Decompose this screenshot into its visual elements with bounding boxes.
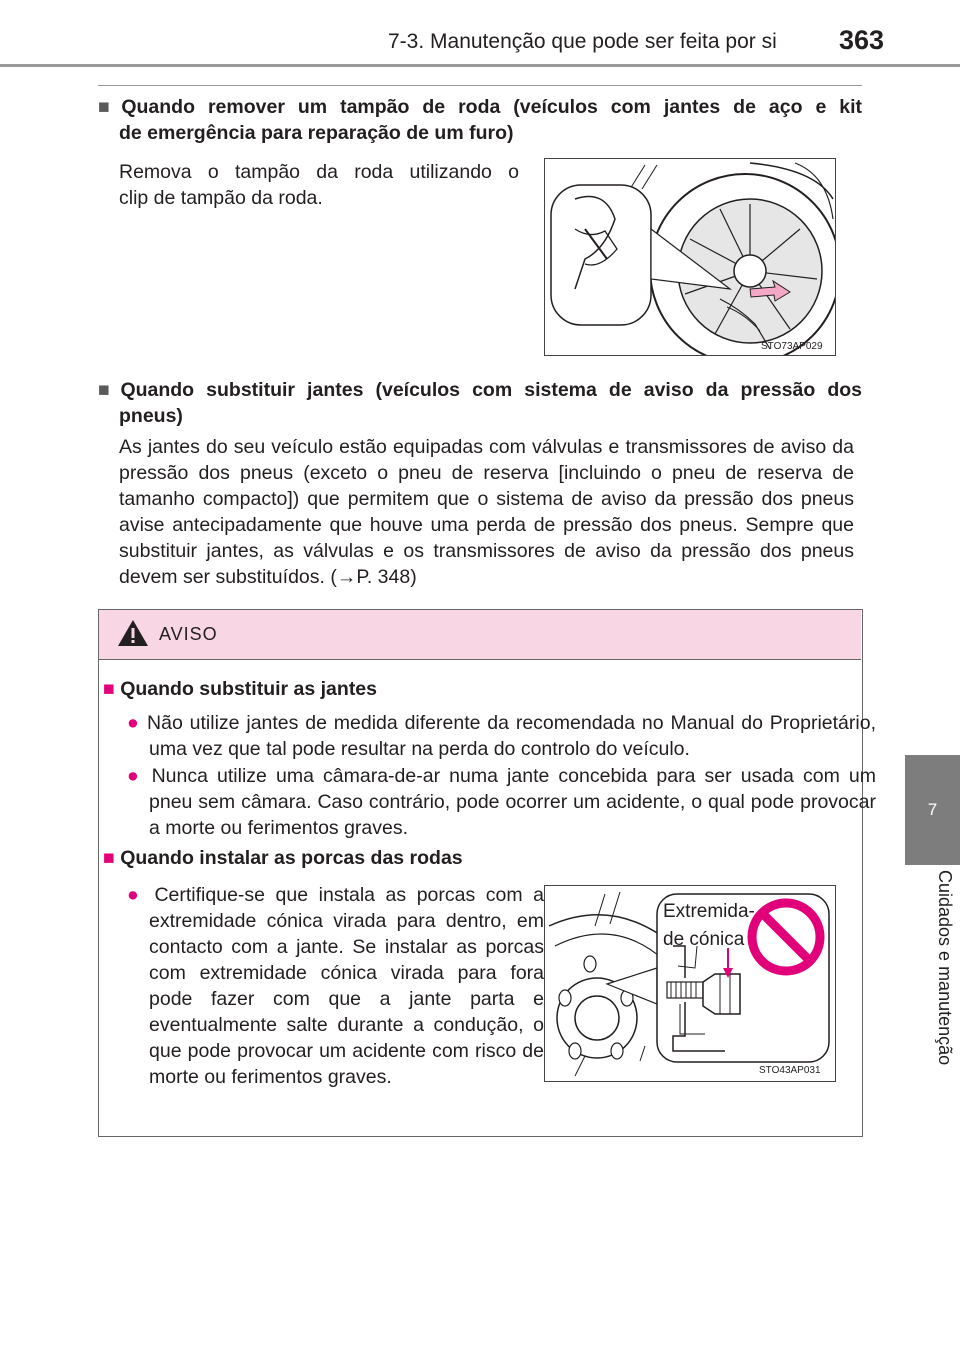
dot-bullet-icon: ● — [127, 712, 141, 734]
wheel-nut-figure — [544, 885, 836, 1082]
figure2-label-line2: de cónica — [663, 929, 745, 950]
chapter-label: Cuidados e manutenção — [935, 870, 955, 1066]
figure2-label-line1: Extremida- — [663, 901, 755, 922]
section1-heading — [98, 94, 862, 146]
warning-sub1-bullet2-text: Nunca utilize uma câmara-de-ar numa jante concebida para ser usada com um pneu sem câmara. Caso contrário, pode ocorrer um acidente, o qual pode provocar a morte ou ferimentos graves. — [149, 765, 877, 839]
running-header-title: 7-3. Manutenção que pode ser feita por si — [388, 30, 777, 53]
section1-heading-line2: de emergência para reparação de um furo) — [119, 122, 514, 144]
figure1-code: STO73AP029 — [761, 341, 823, 352]
warning-sub1-heading-text: Quando substituir as jantes — [120, 678, 377, 700]
square-bullet-icon: ■ — [98, 379, 117, 401]
warning-sub1-heading — [103, 676, 377, 702]
square-bullet-icon: ■ — [103, 678, 115, 700]
section1-body-line2: clip de tampão da roda. — [119, 187, 323, 209]
figure2-label — [663, 898, 755, 954]
dot-bullet-icon: ● — [127, 884, 144, 906]
warning-sub2-bullet1-text: Certifique-se que instala as porcas com a extremidade cónica virada para dentro, em contacto com a jante. Se instalar as porcas com extremidade cónica virada para fora pode fazer com que a jante parta e eventualmente salte durante a condução, o que pode provocar um acidente com risco de morte ou ferimentos graves. — [149, 884, 545, 1088]
section1-body — [119, 159, 519, 211]
warning-sub2-heading-text: Quando instalar as porcas das rodas — [120, 847, 463, 869]
section2-heading-line1: Quando substituir jantes (veículos com sistema de aviso da pressão dos — [120, 379, 863, 401]
dot-bullet-icon: ● — [127, 765, 143, 787]
figure2-code: STO43AP031 — [759, 1065, 821, 1076]
section1-heading-line1: Quando remover um tampão de roda (veículos com jantes de aço e kit — [121, 96, 863, 118]
section2-heading-line2: pneus) — [119, 405, 183, 427]
header-rule — [0, 64, 960, 67]
square-bullet-icon: ■ — [103, 847, 115, 869]
warning-sub2-heading — [103, 845, 463, 871]
wheel-cap-figure — [544, 158, 836, 356]
section2-heading — [98, 377, 862, 429]
section-rule — [98, 85, 862, 86]
warning-sub1-bullet1 — [127, 710, 876, 762]
warning-sub1-bullet2 — [127, 763, 876, 841]
warning-triangle-icon — [117, 619, 149, 647]
section1-body-line1: Remova o tampão da roda utilizando o — [119, 161, 519, 183]
warning-sub1-bullet1-text: Não utilize jantes de medida diferente da recomendada no Manual do Proprietário, uma vez que tal pode resultar na perda do controlo do veículo. — [147, 712, 876, 760]
page-number: 363 — [839, 25, 885, 55]
warning-sub2-bullet1 — [127, 882, 544, 1090]
warning-title: AVISO — [159, 624, 218, 644]
section2-body: As jantes do seu veículo estão equipadas com válvulas e transmissores de aviso da pressão dos pneus (exceto o pneu de reserva [incluindo o pneu de reserva de tamanho compacto]) que permitem que o sistema de aviso da pressão dos pneus avise antecipadamente que houve uma perda de pressão dos pneus. Sempre que substituir jantes, as válvulas e os transmissores de aviso da pressão dos pneus devem ser substituídos. (→P. 348) — [119, 436, 854, 588]
wheel-cap-illustration-icon — [545, 159, 835, 355]
square-bullet-icon: ■ — [98, 96, 118, 118]
chapter-number: 7 — [927, 800, 938, 819]
